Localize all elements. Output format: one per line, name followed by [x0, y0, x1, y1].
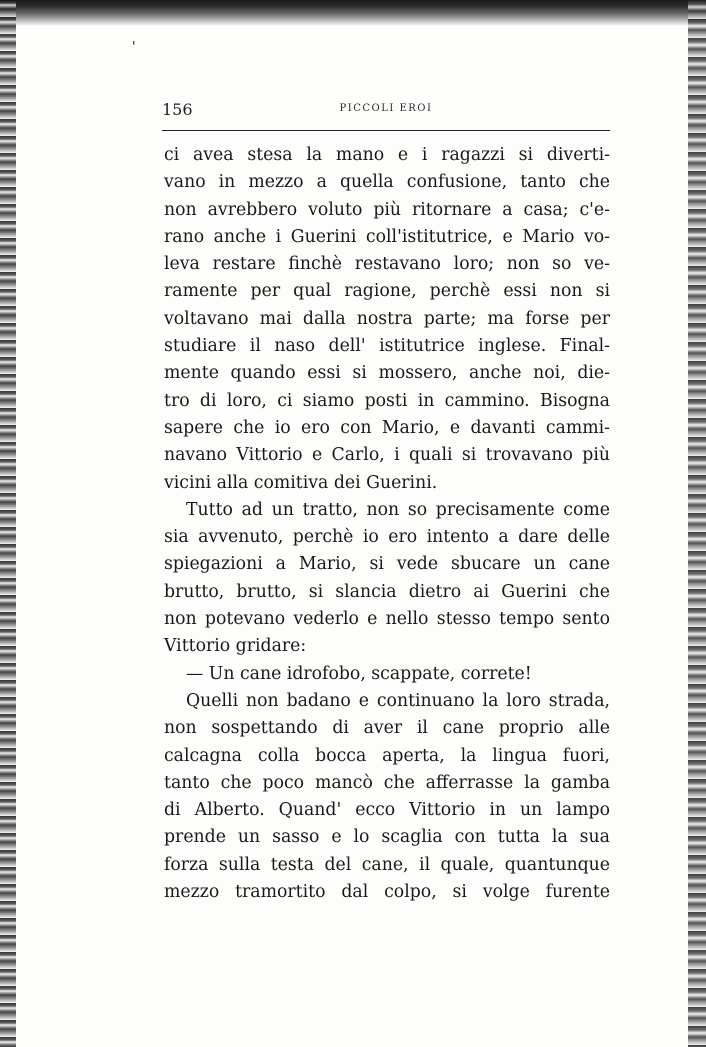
text-line: non avrebbero voluto più ritornare a casa; c'e-: [164, 199, 610, 220]
text-line: ramente per qual ragione, perchè essi non si: [164, 281, 610, 302]
text-line: vano in mezzo a quella confusione, tanto che: [164, 172, 610, 193]
text-line: navano Vittorio e Carlo, i quali si trovavano più: [164, 445, 610, 466]
text-line: non potevano vederlo e nello stesso tempo sento: [164, 609, 610, 630]
text-line: prende un sasso e lo scaglia con tutta la sua: [164, 827, 610, 848]
text-line: spiegazioni a Mario, si vede sbucare un cane: [164, 554, 610, 575]
text-line: rano anche i Guerini coll'istitutrice, e Mario vo-: [164, 226, 610, 247]
text-line: sapere che io ero con Mario, e davanti cammi-: [164, 417, 610, 438]
text-line: calcagna colla bocca aperta, la lingua fuori,: [164, 745, 610, 766]
text-line: Tutto ad un tratto, non so precisamente come: [186, 499, 610, 520]
text-line: ci avea stesa la mano e i ragazzi si diverti-: [164, 145, 610, 165]
text-line: voltavano mai dalla nostra parte; ma forse per: [164, 308, 610, 329]
text-line: forza sulla testa del cane, il quale, quantunque: [164, 854, 610, 875]
text-line: — Un cane idrofobo, scappate, correte!: [186, 663, 532, 684]
text-line: tro di loro, ci siamo posti in cammino. Bisogna: [164, 390, 610, 411]
body-text: [164, 142, 610, 906]
scan-edge-left: [0, 0, 16, 1047]
page-number: 156: [162, 100, 193, 119]
text-line: vicini alla comitiva dei Guerini.: [164, 472, 438, 493]
scan-edge-top: [0, 0, 706, 26]
text-line: leva restare finchè restavano loro; non so ve-: [164, 254, 610, 275]
text-line: mezzo tramortito dal colpo, si volge furente: [164, 882, 610, 903]
text-line: non sospettando di aver il cane proprio alle: [164, 718, 610, 739]
text-line: tanto che poco mancò che afferrasse la gamba: [164, 772, 610, 793]
text-line: Vittorio gridare:: [164, 636, 307, 657]
text-line: brutto, brutto, si slancia dietro ai Guerini che: [164, 581, 610, 602]
text-line: Quelli non badano e continuano la loro strada,: [186, 690, 610, 711]
text-line: sia avvenuto, perchè io ero intento a dare delle: [164, 527, 610, 548]
text-line: mente quando essi si mossero, anche noi, die-: [164, 363, 610, 384]
margin-mark: ': [132, 40, 136, 55]
text-line: studiare il naso dell' istitutrice inglese. Final-: [164, 336, 610, 357]
scan-edge-right: [688, 0, 706, 1047]
page-header: [162, 100, 610, 131]
running-title: PICCOLI EROI: [339, 103, 433, 114]
text-line: di Alberto. Quand' ecco Vittorio in un lampo: [164, 800, 610, 821]
